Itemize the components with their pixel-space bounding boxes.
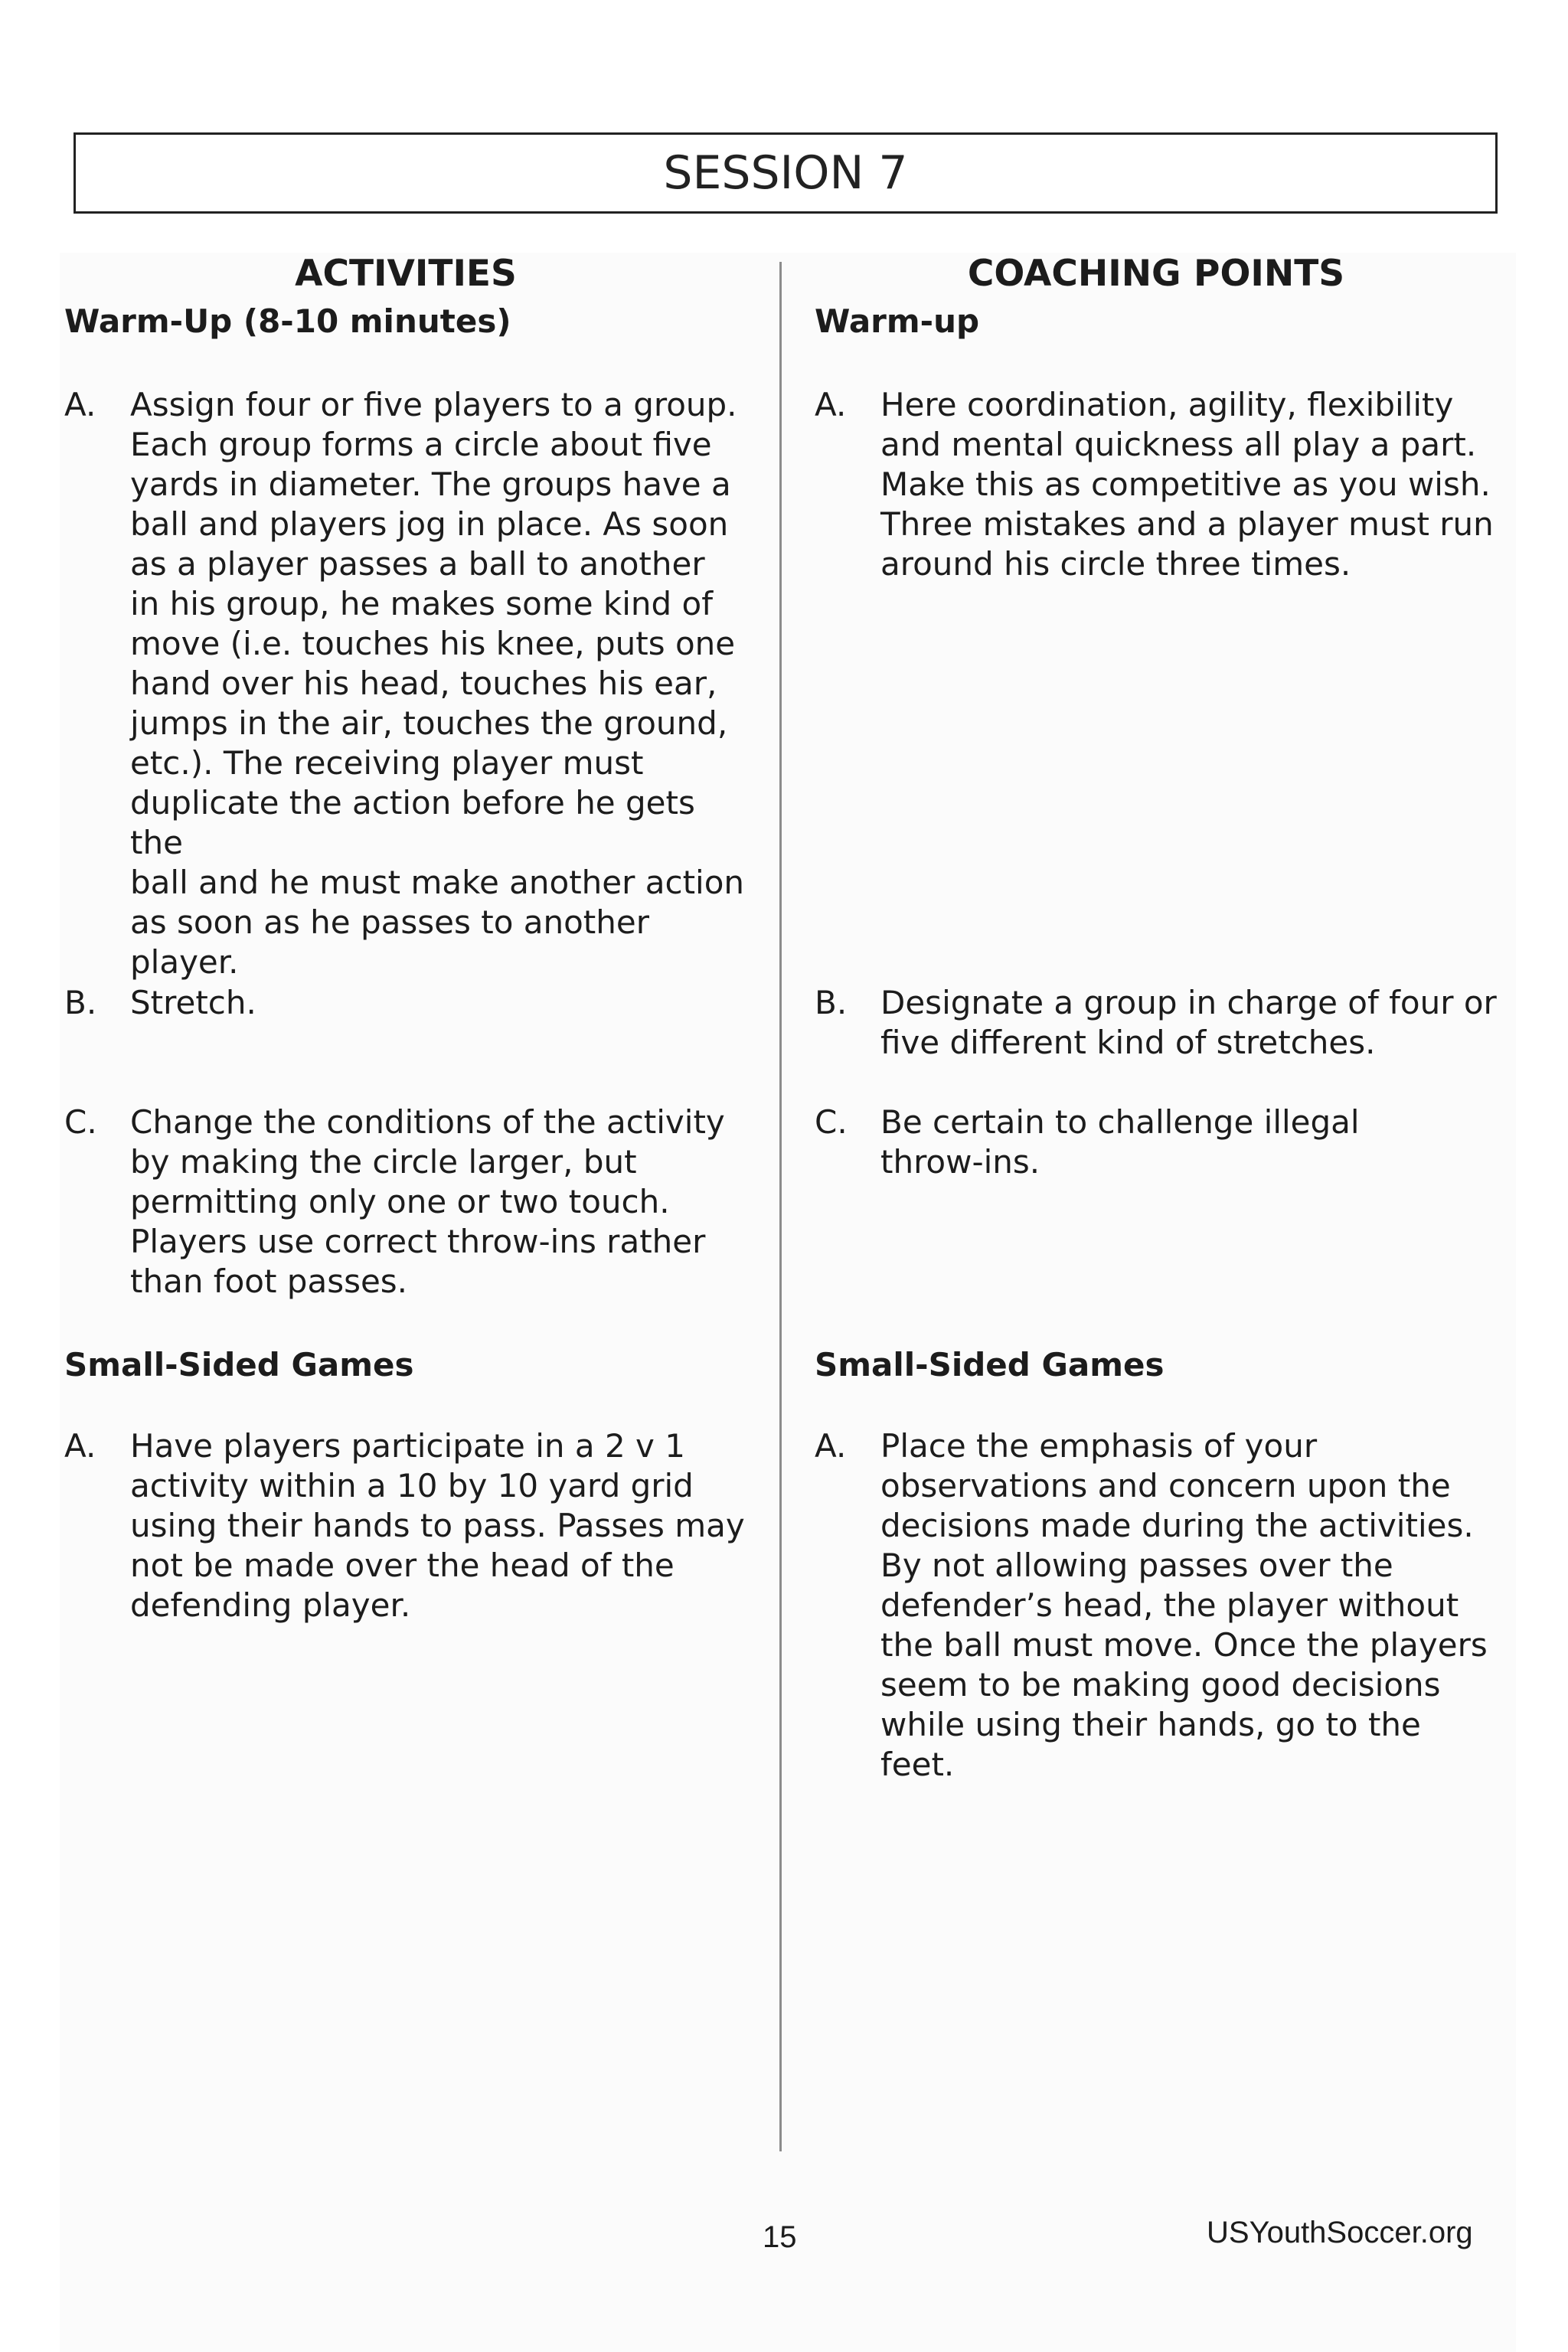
item-letter: A. [64, 386, 96, 423]
item-letter: C. [64, 1103, 97, 1141]
item-letter: A. [815, 1427, 847, 1465]
item-text: Have players participate in a 2 v 1 activity within a 10 by 10 yard grid using their hands to pass. Passes may not be made over the head of the defending player. [130, 1427, 745, 1624]
activities-title: ACTIVITIES [295, 253, 517, 295]
item-letter: A. [815, 386, 847, 423]
session-title: SESSION 7 [74, 132, 1498, 214]
item-text: Here coordination, agility, flexibility and mental quickness all play a part. Make this as competitive as you wish. Three mistakes and a player must run around his circle three times. [880, 386, 1494, 583]
item-text: Be certain to challenge illegal throw-ins. [880, 1103, 1360, 1181]
item-text: Change the conditions of the activity by making the circle larger, but permitting only one or two touch. Players use correct throw-ins rather than foot passes. [130, 1103, 725, 1300]
coaching-ssg-heading: Small-Sided Games [815, 1346, 1165, 1383]
item-text: Assign four or five players to a group. Each group forms a circle about five yards in diameter. The groups have a ball and players jog in place. As soon as a player passes a ball to another in his group, he makes some kind of move (i.e. touches his knee, puts one hand over his head, touches his ear, jumps in the air, touches the ground, etc.). The receiving player must duplicate the action before he gets the ball and he must make another action as soon as he passes to another player. [130, 386, 745, 981]
activities-warmup-heading: Warm-Up (8-10 minutes) [64, 302, 511, 340]
item-letter: B. [815, 984, 848, 1021]
item-text: Place the emphasis of your observations and concern upon the decisions made during the activities. By not allowing passes over the defender’s head, the player without the ball must move. Once the players seem to be making good decisions while using their hands, go to the feet. [880, 1427, 1488, 1783]
coaching-points-title: COACHING POINTS [967, 253, 1345, 295]
item-letter: C. [815, 1103, 848, 1141]
item-text: Designate a group in charge of four or five different kind of stretches. [880, 984, 1497, 1061]
activities-ssg-heading: Small-Sided Games [64, 1346, 414, 1383]
item-text: Stretch. [130, 984, 256, 1021]
item-letter: A. [64, 1427, 96, 1465]
coaching-warmup-heading: Warm-up [815, 302, 980, 340]
page-number: 15 [763, 2220, 797, 2254]
footer-website: USYouthSoccer.org [1207, 2216, 1473, 2249]
column-divider [779, 262, 782, 2151]
item-letter: B. [64, 984, 97, 1021]
